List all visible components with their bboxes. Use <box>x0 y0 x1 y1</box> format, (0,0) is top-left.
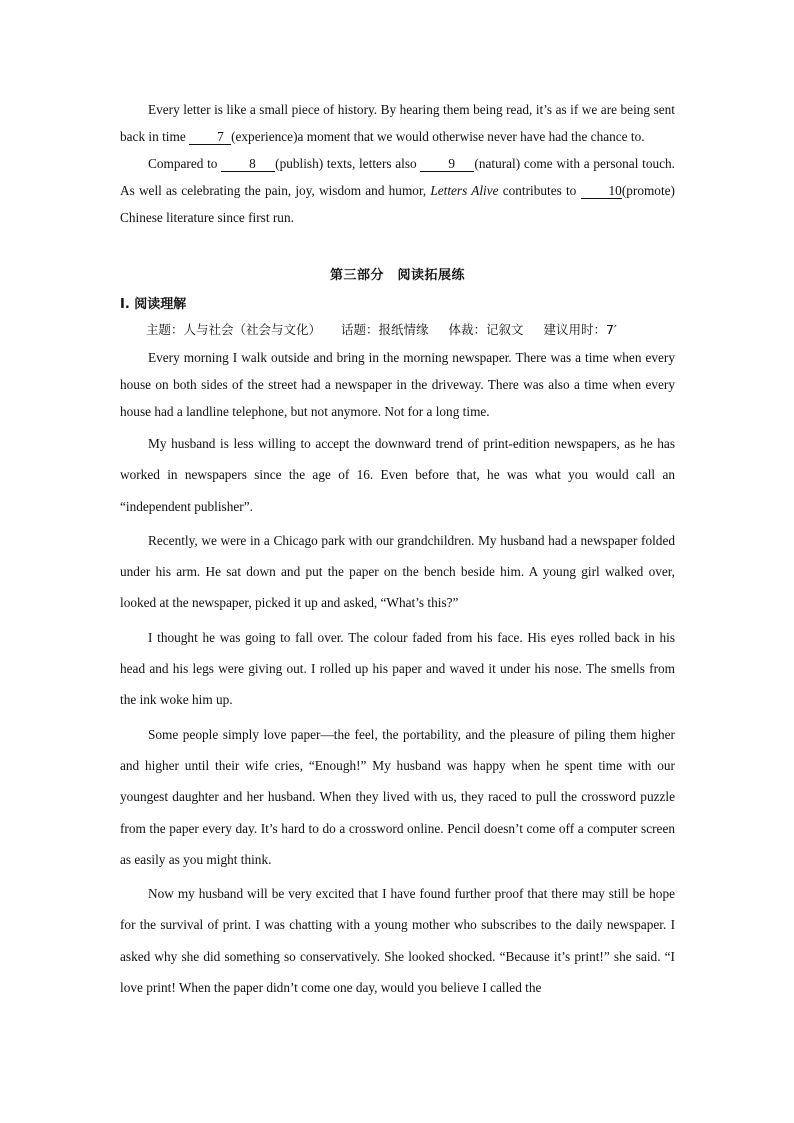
meta-time-value: 7′ <box>606 322 617 337</box>
passage-paragraph: Recently, we were in a Chicago park with our grandchildren. My husband had a newspaper folded under his arm. He sat down and put the paper on the bench beside him. A young girl walked over, looked at the newspaper, picked it up and asked, “What’s this?” <box>120 532 675 611</box>
show-title: Letters Alive <box>430 183 499 198</box>
passage-paragraph: Now my husband will be very excited that I have found further proof that there may still be hope for the survival of print. I was chatting with a young mother who subscribes to the daily newspaper. I asked why she did something so conservatively. She looked shocked. “Because it’s print!” she said. “I love print! When the paper didn’t come one day, would you believe I called the <box>120 886 675 996</box>
meta-time-label: 建议用时： <box>543 322 607 337</box>
cloze-text: Every letter is like a small piece of history. By hearing them being read, it’s as if we are being sent back in time <box>120 102 675 144</box>
cloze-text: (natural) come with a personal touch. As well as celebrating the pain, joy, wisdom and humor, <box>120 156 675 198</box>
cloze-text: contributes to <box>498 183 581 198</box>
document-page <box>120 96 675 1003</box>
cloze-text: Compared to <box>148 156 222 171</box>
cloze-paragraph-1 <box>120 96 675 150</box>
cloze-text: (promote) Chinese literature since first run. <box>120 183 675 225</box>
blank-9[interactable]: 9 <box>420 157 474 172</box>
part-title: Ⅰ. 阅读理解 <box>120 297 187 312</box>
meta-theme: 主题：人与社会（社会与文化） <box>146 322 322 337</box>
blank-8[interactable]: 8 <box>221 157 275 172</box>
cloze-text: (publish) texts, letters also <box>275 156 421 171</box>
passage-meta <box>120 320 675 338</box>
cloze-text: (experience)a moment that we would otherwise never have had the chance to. <box>231 129 645 144</box>
passage-paragraph: My husband is less willing to accept the downward trend of print-edition newspapers, as he has worked in newspapers since the age of 16. Even before that, he was what you would call an “independent publisher”. <box>120 436 675 514</box>
cloze-section <box>120 96 675 231</box>
section-title: 第三部分 阅读拓展练 <box>329 268 465 283</box>
passage-paragraph: Some people simply love paper—the feel, the portability, and the pleasure of piling them higher and higher until their wife cries, “Enough!” My husband was happy when he spent time with our youngest daughter and her husband. When they lived with us, they raced to pull the crossword puzzle from the paper every day. It’s hard to do a crossword online. Pencil doesn’t come off a computer screen as easily as you might think. <box>120 726 675 867</box>
reading-passage <box>120 344 675 1003</box>
meta-genre: 体裁：记叙文 <box>448 322 524 337</box>
passage-paragraph: Every morning I walk outside and bring in the morning newspaper. There was a time when every house on both sides of the street had a newspaper in the driveway. There was also a time when every house had a landline telephone, but not anymore. Not for a long time. <box>120 350 675 419</box>
passage-paragraph: I thought he was going to fall over. The colour faded from his face. His eyes rolled back in his head and his legs were giving out. I rolled up his paper and waved it under his nose. The smells from the ink woke him up. <box>120 629 675 708</box>
meta-topic: 话题：报纸情缘 <box>341 322 429 337</box>
cloze-paragraph-2 <box>120 150 675 231</box>
blank-10[interactable]: 10 <box>581 184 622 199</box>
blank-7[interactable]: 7 <box>189 130 231 145</box>
